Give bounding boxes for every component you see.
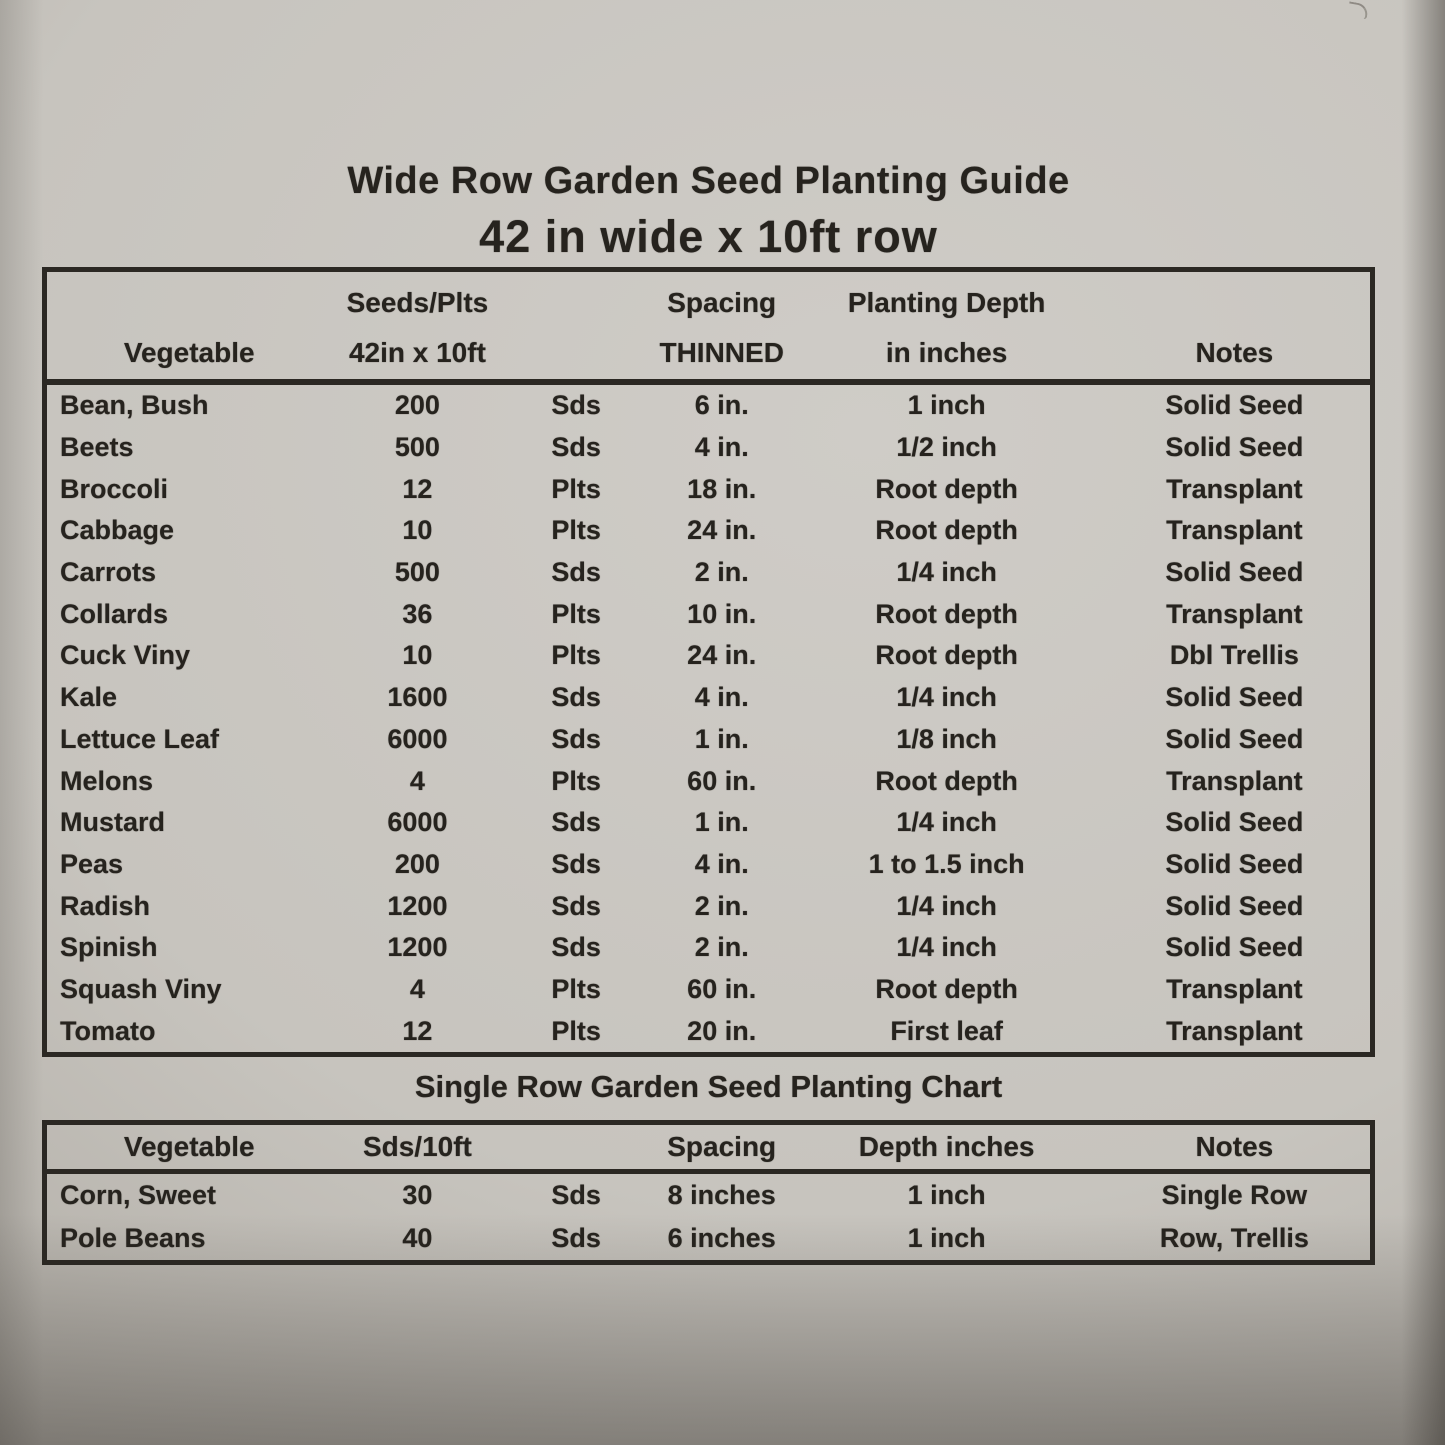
header-seeds-plts: Seeds/Plts	[346, 287, 489, 318]
header-planting-depth: Planting Depth	[847, 287, 1046, 318]
cell-unit: Sds	[551, 807, 601, 838]
cell-depth: 1/4 inch	[896, 807, 997, 838]
cell-unit: Plts	[551, 598, 601, 629]
cell-spacing: 8 inches	[667, 1180, 776, 1210]
cell-vegetable: Spinish	[60, 932, 158, 963]
header-in-inches: in inches	[885, 337, 1008, 368]
cell-notes: Transplant	[1166, 1015, 1303, 1046]
single-row-table	[42, 1120, 1375, 1265]
cell-unit: Plts	[551, 473, 601, 504]
cell-quantity: 4	[409, 973, 425, 1004]
cell-depth: Root depth	[875, 473, 1018, 504]
cell-quantity: 12	[402, 473, 433, 504]
table-row	[47, 635, 1370, 677]
cell-quantity: 200	[394, 848, 440, 879]
cell-notes: Solid Seed	[1165, 932, 1304, 963]
cell-vegetable: Beets	[60, 432, 134, 463]
cell-unit: Sds	[551, 390, 601, 421]
table-row	[47, 969, 1370, 1011]
cell-quantity: 12	[402, 1015, 433, 1046]
single-row-title: Single Row Garden Seed Planting Chart	[414, 1069, 1003, 1104]
cell-notes: Dbl Trellis	[1169, 640, 1299, 671]
cell-notes: Transplant	[1166, 598, 1303, 629]
cell-unit: Plts	[551, 765, 601, 796]
cell-vegetable: Lettuce Leaf	[60, 723, 220, 754]
cell-unit: Sds	[551, 557, 601, 588]
cell-vegetable: Cabbage	[60, 515, 175, 546]
header-sds-10ft: Sds/10ft	[362, 1131, 472, 1162]
cell-unit: Sds	[551, 723, 601, 754]
table-row	[47, 427, 1370, 469]
cell-spacing: 2 in.	[694, 890, 749, 921]
cell-depth: 1 inch	[907, 1223, 986, 1253]
cell-quantity: 1200	[387, 932, 448, 963]
cell-quantity: 6000	[387, 807, 448, 838]
table-row	[47, 719, 1370, 761]
cell-spacing: 24 in.	[687, 515, 757, 546]
cell-notes: Solid Seed	[1165, 390, 1304, 421]
cell-quantity: 10	[402, 640, 433, 671]
header-spacing: Spacing	[667, 1131, 777, 1162]
cell-quantity: 40	[402, 1223, 433, 1253]
table-row	[47, 927, 1370, 969]
cell-depth: Root depth	[875, 640, 1018, 671]
cell-depth: Root depth	[875, 973, 1018, 1004]
cell-spacing: 6 inches	[667, 1223, 776, 1253]
cell-quantity: 500	[394, 432, 440, 463]
cell-quantity: 10	[402, 515, 433, 546]
table-row	[47, 802, 1370, 844]
cell-spacing: 24 in.	[687, 640, 757, 671]
cell-notes: Transplant	[1166, 973, 1303, 1004]
header-vegetable: Vegetable	[123, 337, 255, 368]
cell-unit: Sds	[551, 1180, 601, 1210]
cell-depth: 1/4 inch	[896, 557, 997, 588]
header-42in-x-10ft: 42in x 10ft	[348, 337, 486, 368]
cell-unit: Sds	[551, 432, 601, 463]
cell-vegetable: Carrots	[60, 557, 157, 588]
cell-spacing: 1 in.	[694, 807, 749, 838]
table-row	[47, 844, 1370, 886]
cell-vegetable: Peas	[60, 848, 124, 879]
wide-row-table	[42, 267, 1375, 1057]
cell-notes: Solid Seed	[1165, 890, 1304, 921]
header-notes: Notes	[1195, 1131, 1274, 1162]
table-row	[47, 760, 1370, 802]
table-row	[47, 1174, 1370, 1217]
cell-vegetable: Broccoli	[60, 473, 169, 504]
page-title: Wide Row Garden Seed Planting Guide	[347, 160, 1070, 202]
cell-vegetable: Kale	[60, 682, 118, 713]
header-vegetable: Vegetable	[123, 1131, 255, 1162]
cell-vegetable: Collards	[60, 598, 169, 629]
cell-depth: 1/2 inch	[896, 432, 997, 463]
cell-spacing: 6 in.	[694, 390, 749, 421]
cell-depth: Root depth	[875, 598, 1018, 629]
cell-notes: Solid Seed	[1165, 557, 1304, 588]
cell-unit: Sds	[551, 932, 601, 963]
cell-depth: Root depth	[875, 515, 1018, 546]
cell-vegetable: Squash Viny	[60, 973, 222, 1004]
table-row	[47, 1217, 1370, 1260]
header-spacing: Spacing	[667, 287, 777, 318]
table-row	[47, 885, 1370, 927]
cell-spacing: 4 in.	[694, 848, 749, 879]
cell-spacing: 60 in.	[687, 973, 757, 1004]
wide-row-table-header	[47, 272, 1370, 379]
cell-spacing: 4 in.	[694, 432, 749, 463]
cell-vegetable: Pole Beans	[60, 1223, 206, 1253]
cell-quantity: 4	[409, 765, 425, 796]
cell-quantity: 500	[394, 557, 440, 588]
stray-pen-mark	[1347, 1, 1369, 19]
cell-notes: Solid Seed	[1165, 432, 1304, 463]
cell-vegetable: Tomato	[60, 1015, 156, 1046]
single-row-table-header	[47, 1125, 1370, 1169]
cell-notes: Solid Seed	[1165, 682, 1304, 713]
cell-quantity: 30	[402, 1180, 433, 1210]
cell-depth: First leaf	[890, 1015, 1003, 1046]
cell-unit: Plts	[551, 640, 601, 671]
cell-spacing: 10 in.	[687, 598, 757, 629]
cell-spacing: 60 in.	[687, 765, 757, 796]
cell-quantity: 200	[394, 390, 440, 421]
cell-spacing: 2 in.	[694, 932, 749, 963]
cell-notes: Solid Seed	[1165, 848, 1304, 879]
table-row	[47, 1010, 1370, 1052]
cell-quantity: 36	[402, 598, 433, 629]
single-row-table-body	[47, 1174, 1370, 1260]
table-row	[47, 510, 1370, 552]
cell-notes: Transplant	[1166, 765, 1303, 796]
table-row	[47, 677, 1370, 719]
cell-notes: Solid Seed	[1165, 807, 1304, 838]
cell-depth: 1/8 inch	[896, 723, 997, 754]
cell-spacing: 20 in.	[687, 1015, 757, 1046]
cell-unit: Sds	[551, 1223, 601, 1253]
cell-vegetable: Radish	[60, 890, 151, 921]
cell-vegetable: Bean, Bush	[60, 390, 209, 421]
page-subtitle: 42 in wide x 10ft row	[479, 211, 938, 262]
cell-depth: 1 inch	[907, 390, 986, 421]
header-depth-inches: Depth inches	[858, 1131, 1035, 1162]
cell-quantity: 1200	[387, 890, 448, 921]
cell-notes: Transplant	[1166, 515, 1303, 546]
cell-vegetable: Melons	[60, 765, 154, 796]
table-row	[47, 593, 1370, 635]
cell-vegetable: Cuck Viny	[60, 640, 191, 671]
cell-notes: Row, Trellis	[1159, 1223, 1309, 1253]
cell-unit: Sds	[551, 890, 601, 921]
cell-depth: 1/4 inch	[896, 682, 997, 713]
cell-spacing: 1 in.	[694, 723, 749, 754]
cell-notes: Single Row	[1161, 1180, 1308, 1210]
cell-vegetable: Corn, Sweet	[60, 1180, 217, 1210]
cell-depth: Root depth	[875, 765, 1018, 796]
cell-unit: Sds	[551, 848, 601, 879]
cell-depth: 1/4 inch	[896, 932, 997, 963]
cell-unit: Sds	[551, 682, 601, 713]
cell-depth: 1 to 1.5 inch	[868, 848, 1025, 879]
table-row	[47, 468, 1370, 510]
cell-vegetable: Mustard	[60, 807, 166, 838]
cell-quantity: 1600	[387, 682, 448, 713]
cell-spacing: 4 in.	[694, 682, 749, 713]
cell-unit: Plts	[551, 973, 601, 1004]
cell-spacing: 2 in.	[694, 557, 749, 588]
table-row	[47, 552, 1370, 594]
table-row	[47, 385, 1370, 427]
cell-quantity: 6000	[387, 723, 448, 754]
cell-unit: Plts	[551, 515, 601, 546]
header-thinned: THINNED	[659, 337, 784, 368]
cell-spacing: 18 in.	[687, 473, 757, 504]
cell-unit: Plts	[551, 1015, 601, 1046]
cell-notes: Transplant	[1166, 473, 1303, 504]
header-notes: Notes	[1195, 337, 1274, 368]
cell-notes: Solid Seed	[1165, 723, 1304, 754]
wide-row-table-body	[47, 385, 1370, 1052]
cell-depth: 1 inch	[907, 1180, 986, 1210]
cell-depth: 1/4 inch	[896, 890, 997, 921]
